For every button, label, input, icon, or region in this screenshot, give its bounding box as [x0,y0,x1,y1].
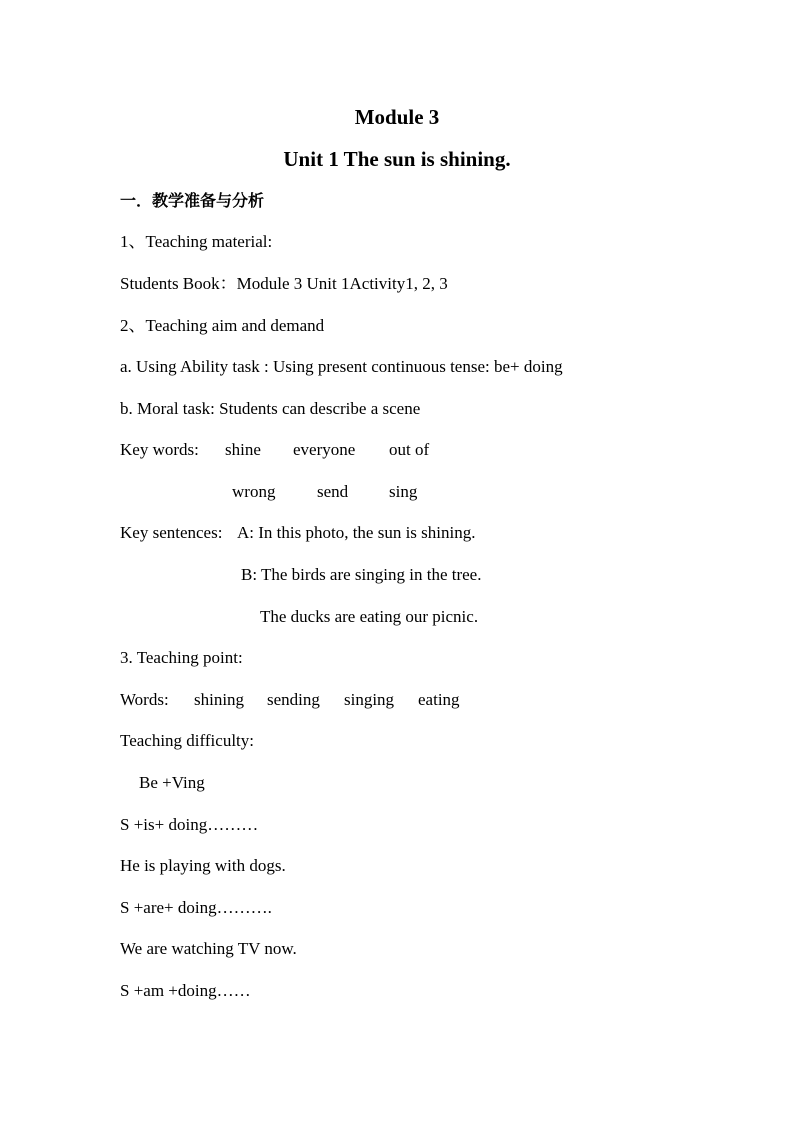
key-word: send [317,482,349,501]
pattern-are: S +are+ doing………. [120,898,272,917]
material-book: Students Book：Module 3 Unit 1Activity1, 2, 3 [120,274,448,293]
module-title: Module 3 [354,105,440,129]
key-words-label: Key words: [120,440,199,459]
words-label: Words: [120,690,169,709]
point-word: singing [344,690,395,709]
teaching-point-label: 3. Teaching point: [120,648,243,667]
aim-moral: b. Moral task: Students can describe a scene [120,399,421,418]
aim-ability: a. Using Ability task : Using present continuous tense: be+ doing [120,357,563,376]
example-is: He is playing with dogs. [120,856,286,875]
example-are: We are watching TV now. [120,939,297,958]
pattern-am: S +am +doing…… [120,981,251,1000]
material-label: 1、Teaching material: [120,232,273,251]
point-word: eating [418,690,460,709]
section-heading: 一．教学准备与分析 [120,191,265,210]
key-word: shine [225,440,261,459]
point-word: sending [267,690,320,709]
key-word: wrong [232,482,276,501]
key-word: sing [389,482,418,501]
aim-label: 2、Teaching aim and demand [120,316,325,335]
difficulty-formula: Be +Ving [139,773,205,792]
key-word: out of [389,440,430,459]
key-word: everyone [293,440,356,459]
unit-title: Unit 1 The sun is shining. [283,147,511,171]
key-sentence-c: The ducks are eating our picnic. [260,607,479,626]
key-sentences-label: Key sentences: [120,523,223,542]
difficulty-label: Teaching difficulty: [120,731,254,750]
point-word: shining [194,690,245,709]
key-sentence-b: B: The birds are singing in the tree. [241,565,482,584]
pattern-is: S +is+ doing……… [120,815,259,834]
key-sentence-a: A: In this photo, the sun is shining. [237,523,476,542]
